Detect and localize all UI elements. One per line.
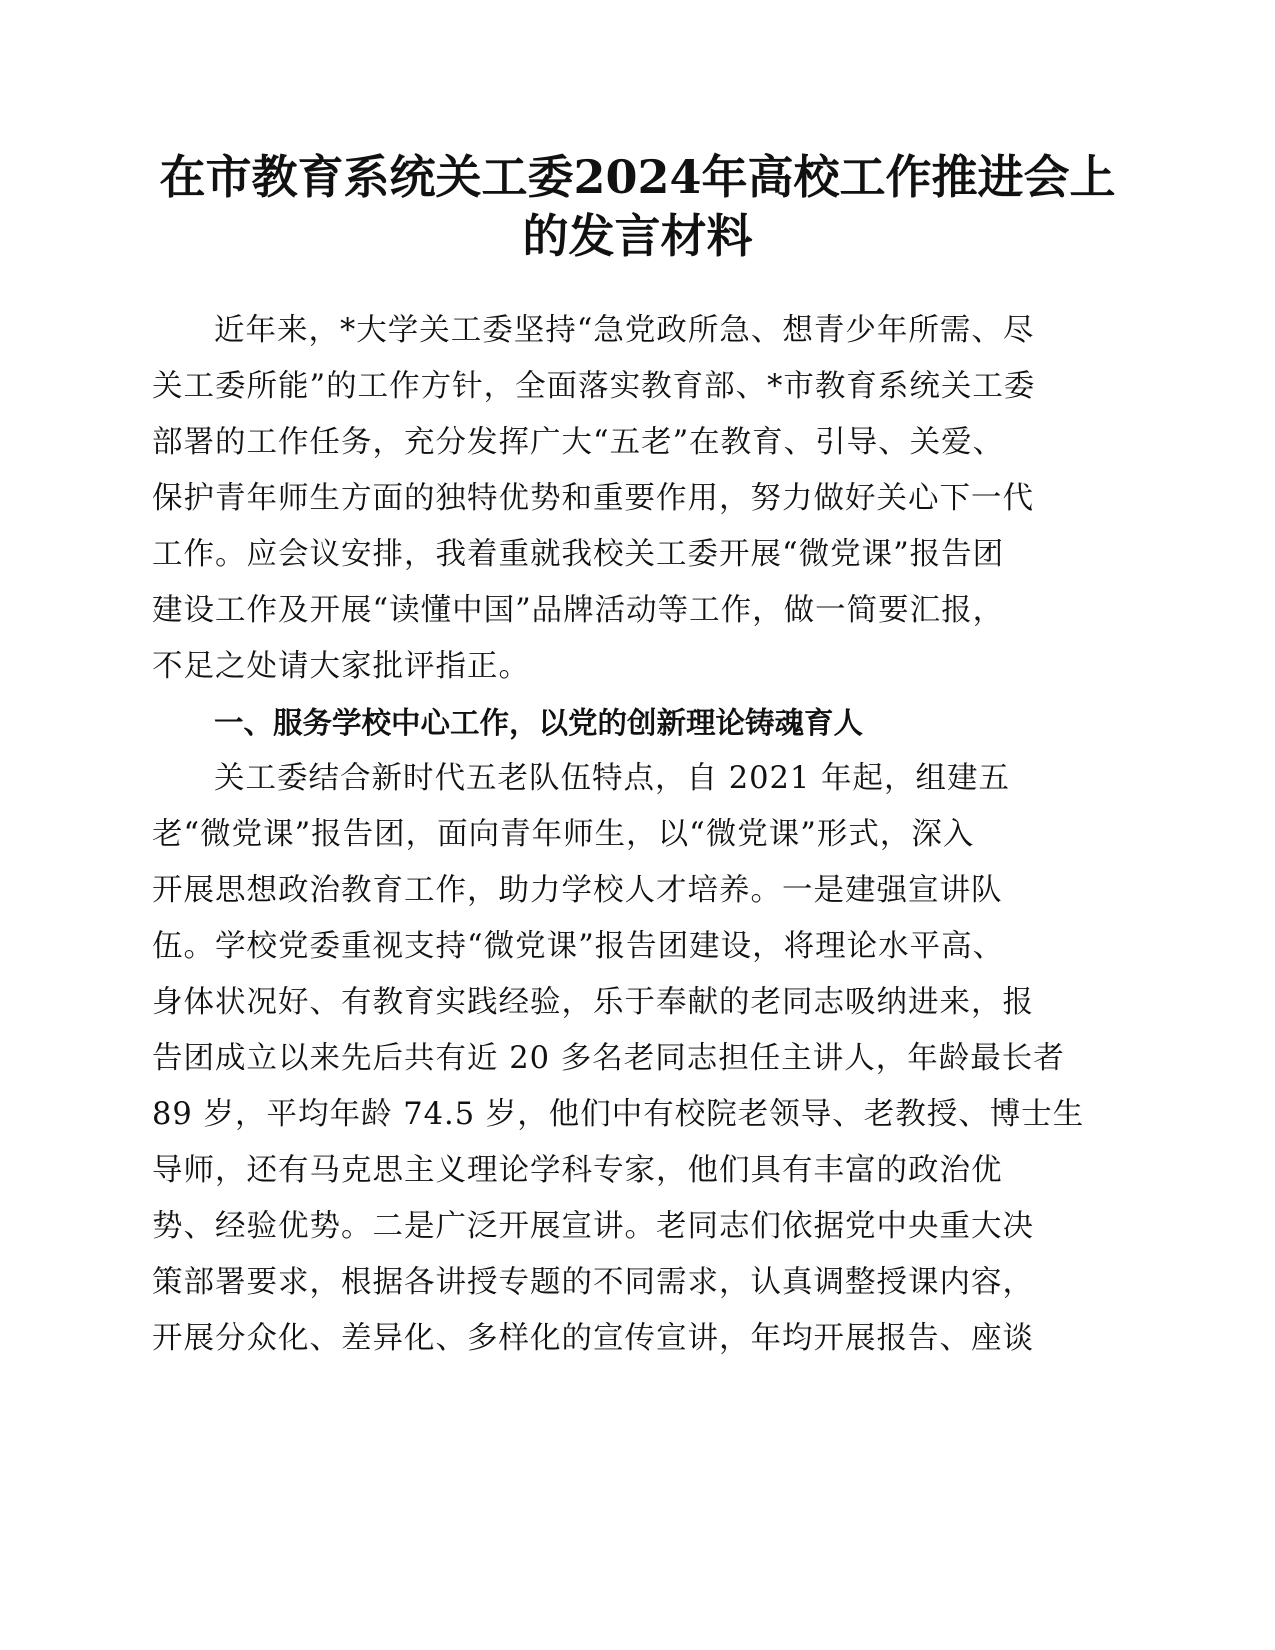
paragraph-1-line-4: 保护青年师生方面的独特优势和重要作用，努力做好关心下一代 — [152, 481, 1034, 516]
paragraph-2-line-4: 伍。学校党委重视支持“微党课”报告团建设，将理论水平高、 — [152, 929, 1005, 964]
paragraph-2-line-8: 导师，还有马克思主义理论学科专家，他们具有丰富的政治优 — [152, 1153, 1003, 1188]
paragraph-2-line-2: 老“微党课”报告团，面向青年师生，以“微党课”形式，深入 — [152, 817, 975, 852]
paragraph-1-line-5: 工作。应会议安排，我着重就我校关工委开展“微党课”报告团 — [152, 537, 1005, 572]
paragraph-2-line-3: 开展思想政治教育工作，助力学校人才培养。一是建强宣讲队 — [152, 873, 1003, 908]
paragraph-1-line-6: 建设工作及开展“读懂中国”品牌活动等工作，做一简要汇报， — [152, 593, 1005, 628]
paragraph-2-line-10: 策部署要求，根据各讲授专题的不同需求，认真调整授课内容， — [152, 1265, 1034, 1300]
title-line-2: 的发言材料 — [522, 209, 753, 263]
document-title — [120, 148, 1155, 266]
title-line-1: 在市教育系统关工委2024年高校工作推进会上 — [159, 150, 1116, 204]
section-1-heading: 一、服务学校中心工作，以党的创新理论铸魂育人 — [214, 706, 864, 740]
paragraph-2-line-6: 告团成立以来先后共有近 20 多名老同志担任主讲人，年龄最长者 — [152, 1041, 1065, 1076]
paragraph-1-line-2: 关工委所能”的工作方针，全面落实教育部、*市教育系统关工委 — [152, 369, 1036, 404]
paragraph-1-line-3: 部署的工作任务，充分发挥广大“五老”在教育、引导、关爱、 — [152, 425, 1005, 460]
paragraph-2-line-7: 89 岁，平均年龄 74.5 岁，他们中有校院老领导、老教授、博士生 — [152, 1097, 1085, 1132]
paragraph-2-line-11: 开展分众化、差异化、多样化的宣传宣讲，年均开展报告、座谈 — [152, 1321, 1034, 1356]
paragraph-2-line-9: 势、经验优势。二是广泛开展宣讲。老同志们依据党中央重大决 — [152, 1209, 1034, 1244]
paragraph-1-line-7: 不足之处请大家批评指正。 — [152, 649, 530, 684]
paragraph-1-line-1: 近年来，*大学关工委坚持“急党政所急、想青少年所需、尽 — [214, 313, 1035, 348]
paragraph-2-line-1: 关工委结合新时代五老队伍特点，自 2021 年起，组建五 — [214, 761, 1011, 796]
paragraph-2-line-5: 身体状况好、有教育实践经验，乐于奉献的老同志吸纳进来，报 — [152, 985, 1034, 1020]
